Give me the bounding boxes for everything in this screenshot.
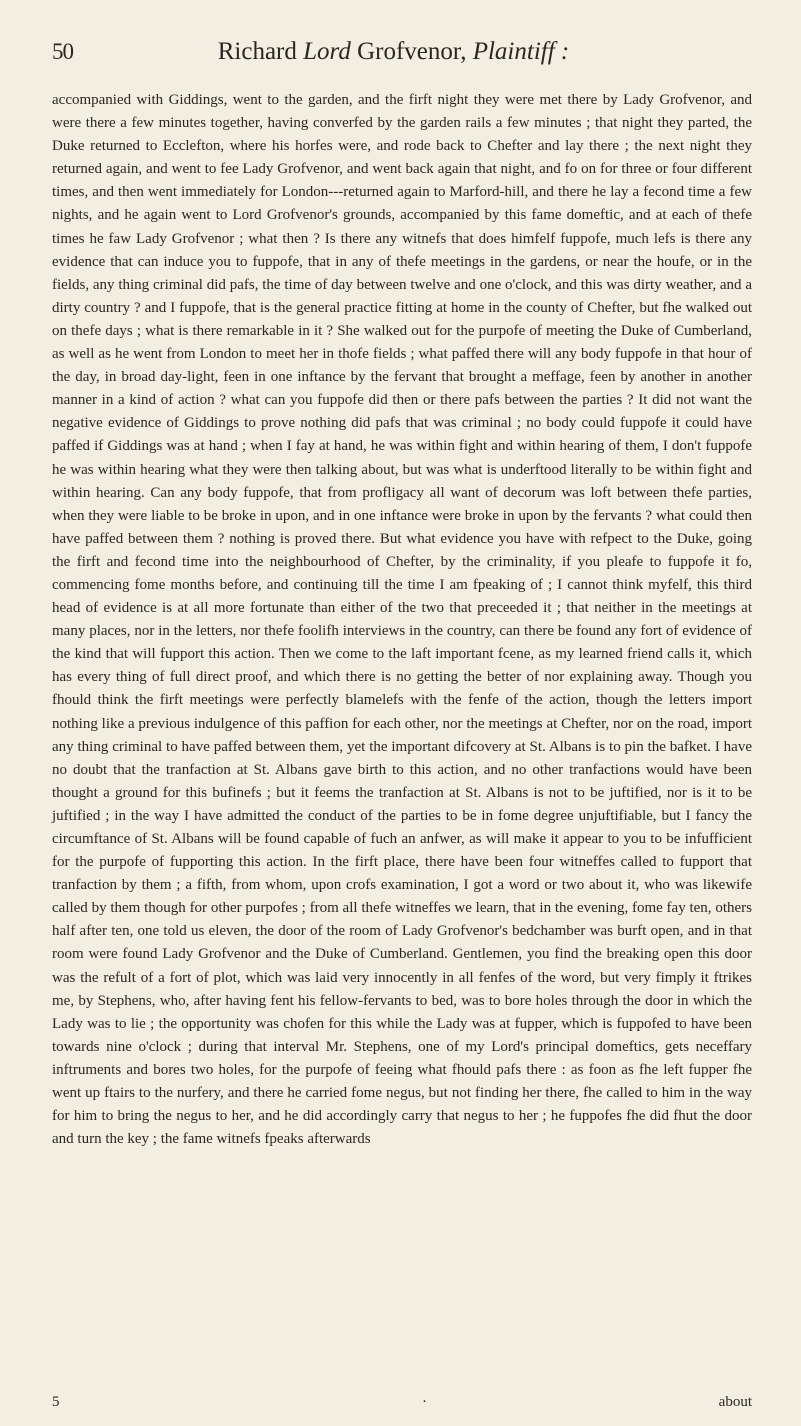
page-footer xyxy=(52,1394,752,1418)
body-paragraph: accompanied with Giddings, went to the garden, and the firft night they were met there by Lady Grofvenor, and were there a few minutes together, having converfed by the garden rails a few minutes ; that night they parted, the Duke returned to Ecclefton, where his horfes were, and rode back to Chefter and lay there ; the next night they returned again, and went to fee Lady Grofvenor, and went back again that night, and fo on for three or four different times, and then went immediately for London---returned again to Marford-hill, and there he lay a fecond time a few nights, and he again went to Lord Grofvenor's grounds, accompanied by this fame domeftic, and at each of thefe times he faw Lady Grofvenor ; what then ? Is there any witnefs that does himfelf fuppofe, much lefs is there any evidence that can induce you to fuppofe, that in any of thefe meetings in the gardens, or near the houfe, or in the fields, any thing criminal did pafs, the time of day between twelve and one o'clock, and this was dirty weather, and a dirty country ? and I fuppofe, that is the general practice fitting at home in the county of Chefter, but fhe walked out on thefe days ; what is there remarkable in it ? She walked out for the purpofe of meeting the Duke of Cumberland, as well as he went from London to meet her in thofe fields ; what paffed there will any body fuppofe in that hour of the day, in broad day-light, feen in one inftance by the fervant that brought a meffage, feen by another in another manner in a kind of action ? what can you fuppofe did then or there pafs between the parties ? It did not want the negative evidence of Giddings to prove nothing did pafs that was criminal ; no body could fuppofe it could have paffed if Giddings was at hand ; when I fay at hand, he was within fight and within hearing of them, I don't fuppofe he was within hearing what they were then talking about, but was what is underftood literally to be within fight and within hearing. Can any body fuppofe, that from profligacy all want of decorum was loft between thefe parties, when they were liable to be broke in upon, and in one inftance were broke in upon by the fervants ? what could then have paffed between them ? nothing is proved there. But what evidence you have with refpect to the Duke, going the firft and fecond time into the neighbourhood of Chefter, by the criminality, if you pleafe to fuppofe it fo, commencing fome months before, and continuing till the time I am fpeaking of ; I cannot think myfelf, this third head of evidence is at all more fortunate than either of the two that preceeded it ; that neither in the meetings at many places, nor in the letters, nor thefe foolifh interviews in the country, can there be found any fort of evidence of the kind that will fupport this action. Then we come to the laft important fcene, as my learned friend calls it, which has every thing of full direct proof, and which there is no getting the better of nor explaining away. Though you fhould think the firft meetings were perfectly blamelefs with the fenfe of the action, though the letters import nothing like a previous indulgence of this paffion for each other, nor the meetings at Chefter, nor on the road, import any thing criminal to have paffed between them, yet the important difcovery at St. Albans is to pin the bafket. I have no doubt that the tranfaction at St. Albans gave birth to this action, and no other tranfactions would have been thought a ground for this bufinefs ; but it feems the tranfaction at St. Albans is not to be juftified, nor is it to be juftified ; in the way I have admitted the conduct of the parties to be in fome degree unjuftifiable, but I fancy the circumftance of St. Albans will be found capable of fuch an anfwer, as will make it appear to you to be infufficient for the purpofe of fupporting this action. In the firft place, there have been four witneffes called to fupport that tranfaction by them ; a fifth, from whom, upon crofs examination, I got a word or two about it, who was likewife called by them though for other purpofes ; from all thefe witneffes we learn, that in the evening, fome fay ten, others half after ten, one told us eleven, the door of the room of Lady Grofvenor's bedchamber was burft open, and in that room were found Lady Grofvenor and the Duke of Cumberland. Gentlemen, you find the breaking open this door was the refult of a fort of plot, which was laid very innocently in all fenfes of the word, but very fimply it ftrikes me, by Stephens, who, after having fent his fellow-fervants to bed, was to bore holes through the door in which the Lady was to lie ; the opportunity was chofen for this while the Lady was at fupper, which is fuppofed to have been towards nine o'clock ; during that interval Mr. Stephens, one of my Lord's principal domeftics, gets neceffary inftruments and bores two holes, for the purpofe of feeing what fhould pafs there : as foon as fhe left fupper fhe went up ftairs to the nurfery, and there he carried fome negus, but not finding her there, fhe called to him in the way for him to bring the negus to her, and he did accordingly carry that negus to her ; he fuppofes fhe did fhut the door and turn the key ; the fame witnefs fpeaks afterwards xyxy=(52,92,752,1148)
running-title-name: Richard xyxy=(217,38,304,65)
signature-mark: 5 xyxy=(52,1394,60,1410)
running-title-rank: Lord xyxy=(303,38,351,65)
page-number: 50 xyxy=(52,39,73,64)
footer-dot: · xyxy=(422,1394,427,1410)
running-title xyxy=(98,38,749,66)
running-title-role: Plaintiff : xyxy=(472,38,570,65)
page-header xyxy=(52,38,749,74)
catchword: about xyxy=(718,1394,752,1410)
running-title-surname: Grofvenor, xyxy=(350,38,473,65)
